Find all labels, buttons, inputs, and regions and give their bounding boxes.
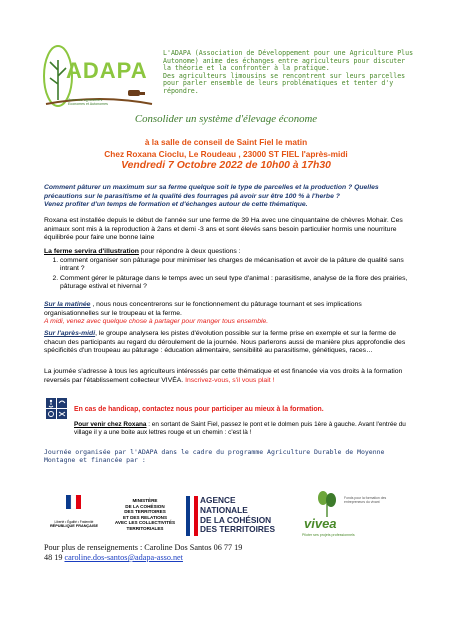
anct-logo [186,496,286,538]
journee-block [44,368,414,385]
question-block [44,184,414,210]
location-line-1: à la salle de conseil de Saint Fiel le matin [144,137,308,147]
intro-paragraph-2: Des agriculteurs limousins se rencontrent sur leurs parcelles pour parler ensemble de leurs problématiques et tenter d'y répondre. [163,71,406,95]
vivea-name: vivea [304,516,337,531]
intro [163,50,415,96]
accessibility-icons [46,398,68,420]
logo-name: ADAPA [66,58,148,83]
matinee-rest: , nous nous concentrerons sur le fonctionnement du pâturage tournant et ses implications organisationnelles sur le troupeau et la ferme. [44,301,362,317]
location-line-2: Chez Roxana Cioclu, Le Roudeau , 23000 ST FIEL l'après-midi [104,149,348,159]
contact-phone-end: 48 19 [44,553,65,562]
apresmidi-rest: , le groupe analysera les pistes d'évolution possible sur la ferme prise en exemple et sur la ferme de chacun des participants au regard du déroulement de la journée. Nous parlerons aussi de manière plus approfondie des spécificités d'un troupeau au pâturage : éducation alimentaire, sensibilité au parasitisme, génétiques, races… [44,330,406,355]
vivea-subtitle: Piloter ses projets professionnels [302,533,355,537]
matinee-block [44,301,414,327]
vivea-logo [300,490,410,540]
illustration-block [44,248,414,293]
intro-paragraph-1: L'ADAPA (Association de Développement pour une Agriculture Plus Autonome) anime des échanges entre agriculteurs pour discuter la théorie et la confronter à la pratique. [163,49,414,73]
venez-text: Venez profiter d'un temps de formation et d'échanges autour de cette thématique. [44,201,308,209]
anct-line-2: NATIONALE [200,504,248,515]
rf-label: RÉPUBLIQUE FRANÇAISE [49,524,99,528]
ministere-label: MINISTÈRE DE LA COHÉSION DES TERRITOIRES ET DES RELATIONS AVEC LES COLLECTIVITÉS TERRITORIALES [114,498,176,531]
directions-lead: Pour venir chez Roxana [74,421,147,428]
contact-block [44,543,384,563]
illustration-rest: pour répondre à deux questions : [138,248,241,255]
funding-note: Journée organisée par l'ADAPA dans le cadre du programme Agriculture Durable de Moyenne Montagne et financée par : [44,448,385,465]
directions-block [74,421,414,437]
anct-line-4: DES TERRITOIRES [200,524,275,535]
question-text: Comment pâturer un maximum sur sa ferme quelque soit le type de parcelles et la production ? Quelles précautions sur le parasitisme et la qualité des fourrages pâ avoir sur être 100 % à l'herbe ? [44,184,379,200]
event-date: Vendredi 7 Octobre 2022 de 10h00 à 17h30 [121,160,331,171]
question-item-1: 1. comment organiser son pâturage pour minimiser les charges de mécanisation et avoir de la pâture de qualité sans intrant ? [60,257,414,274]
journee-text: La journée s'adresse à tous les agriculteurs intéressés par cette thématique et est financée via vos droits à la formation reversés par l'établissement collecteur VIVÉA. [44,368,403,384]
adapa-logo [40,40,160,112]
handicap-note: En cas de handicap, contactez nous pour participer au mieux à la formation. [74,406,324,413]
contact-label: Pour plus de renseignements : Caroline Dos Santos 06 77 19 [44,543,243,552]
roxana-paragraph: Roxana est installée depuis le début de l'année sur une ferme de 39 Ha avec une cinquantaine de chèvres Mohair. Ces animaux sont mis à la reproduction à 2ans et demi -3 ans et sont élevés sans besoin particulier hormis une nourriture équilibrée pour faire une bonne laine [44,217,403,242]
anct-line-3: DE LA COHÉSION [200,514,272,525]
contact-email-link[interactable]: caroline.dos-santos@adapa-asso.net [64,553,183,562]
rf-motto: Liberté • Égalité • Fraternité [54,520,94,524]
logo-tagline: Avec nos agriculteurs Economes et Autonomes [68,98,108,106]
illustration-lead: La ferme servira d'illustration [44,248,139,255]
directions-rest: : en sortant de Saint Fiel, passez le pont et le dolmen puis 1ère à gauche. Avant l'entrée du village il y a une boite aux lettres rouge et un chemin : c'est là ! [74,421,406,436]
matinee-lead: Sur la matinée [44,301,91,308]
anct-line-1: AGENCE [200,495,236,505]
apresmidi-block [44,330,414,356]
inscription-note: Inscrivez-vous, s'il vous plait ! [183,376,275,384]
question-item-2: 2. Comment gérer le pâturage dans le temps avec un seul type d'animal : parasitisme, analyse de la flore des prairies, pâturage estival et hivernal ? [60,275,414,292]
vivea-tagline: Fonds pour la formation des entrepreneurs du vivant [344,496,387,504]
apresmidi-lead: Sur l'après-midi [44,330,96,337]
republique-francaise-logo [44,495,104,537]
midi-note: A midi, venez avec quelque chose à partager pour manger tous ensemble. [44,318,269,326]
subtitle: Consolider un système d'élevage économe [134,113,318,125]
